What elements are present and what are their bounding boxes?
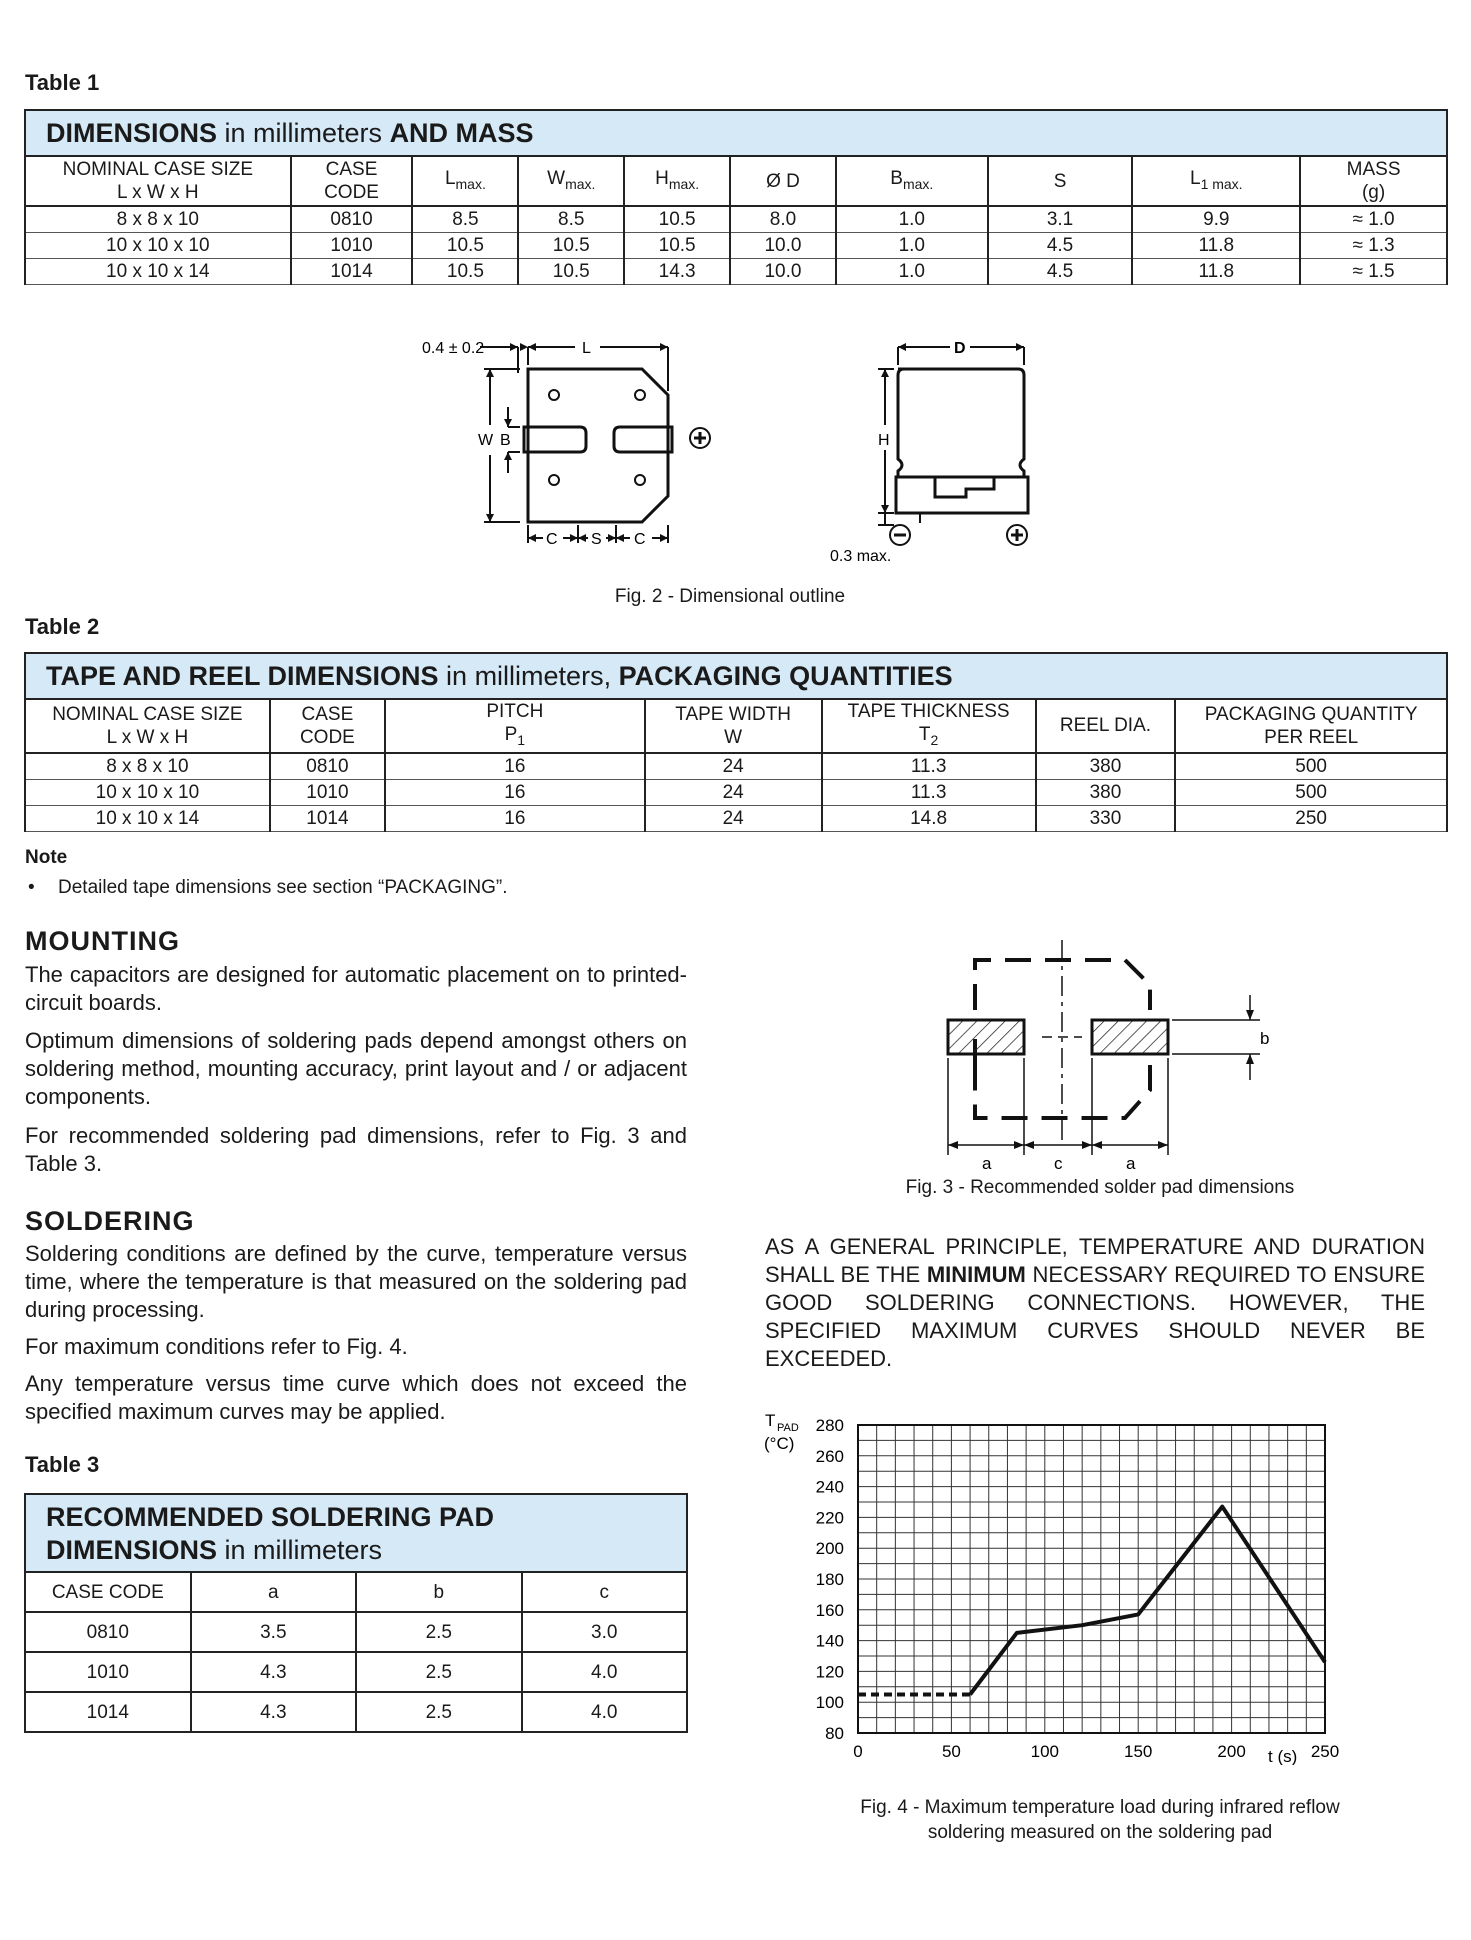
cell: 2.5 [356, 1612, 521, 1652]
cell: 10.0 [730, 259, 836, 285]
fig4-caption-2: soldering measured on the soldering pad [927, 1822, 1273, 1843]
t2-col-width: TAPE WIDTH W [645, 699, 822, 753]
cell: 0810 [25, 1612, 191, 1652]
fig2-caption: Fig. 2 - Dimensional outline [614, 586, 846, 607]
cell: 11.3 [822, 753, 1036, 780]
cell: 14.8 [822, 805, 1036, 831]
fig2-dimensional-outline [400, 325, 1060, 575]
principle-text: AS A GENERAL PRINCIPLE, TEMPERATURE AND DURATION SHALL BE THE MINIMUM NECESSARY REQUIRED TO ENSURE GOOD SOLDERING CONNECTIONS. HOWEVER, THE SPECIFIED MAXIMUM CURVES SHOULD NEVER BE EXCEEDED. [765, 1234, 1425, 1371]
cell: 16 [385, 753, 645, 780]
x-tick-label: 150 [1124, 1742, 1153, 1761]
note-title: Note [25, 847, 68, 868]
cell: 16 [385, 805, 645, 831]
chart-ylabel-unit: (°C) [764, 1434, 795, 1453]
t1-col-w: $W_{max.}$ [518, 156, 624, 206]
cell: 16 [385, 779, 645, 805]
fig2-label-l: L [582, 340, 591, 357]
cell: 14.3 [624, 259, 730, 285]
cell: 2.5 [356, 1692, 521, 1732]
table-row [25, 805, 1447, 831]
fig3-label-c: c [1054, 1154, 1063, 1173]
fig2-label-b: B [500, 432, 511, 449]
soldering-title: SOLDERING [25, 1206, 195, 1236]
cell: 11.3 [822, 779, 1036, 805]
cell: 4.0 [522, 1692, 687, 1732]
cell: 3.5 [191, 1612, 356, 1652]
cell: 380 [1036, 779, 1176, 805]
cell: 0810 [270, 753, 385, 780]
cell: 4.5 [988, 259, 1133, 285]
series-max-curve [970, 1507, 1325, 1695]
fig3-label-b: b [1260, 1029, 1270, 1048]
t2-col-size: NOMINAL CASE SIZE L x W x H [25, 699, 270, 753]
y-tick-label: 240 [815, 1477, 844, 1497]
cell: 250 [1175, 805, 1447, 831]
table3-label: Table 3 [25, 1452, 100, 1477]
fig2-label-c2: C [634, 531, 646, 548]
x-tick-label: 0 [853, 1742, 863, 1761]
cell: 8 x 8 x 10 [25, 753, 270, 780]
chart-ylabel: T [765, 1411, 776, 1430]
cell: 1010 [291, 233, 413, 259]
mounting-p3: For recommended soldering pad dimensions, refer to Fig. 3 and Table 3. [25, 1123, 687, 1176]
cell: 330 [1036, 805, 1176, 831]
cell: 4.3 [191, 1652, 356, 1692]
cell: 1014 [270, 805, 385, 831]
y-tick-label: 80 [825, 1724, 844, 1743]
y-tick-label: 260 [815, 1446, 844, 1466]
table1 [24, 109, 1448, 285]
t3-col-b: b [356, 1572, 521, 1612]
fig3-caption: Fig. 3 - Recommended solder pad dimensions [905, 1177, 1295, 1198]
table-row [25, 1692, 687, 1732]
mounting-p1: The capacitors are designed for automatic placement on to printed-circuit boards. [25, 962, 687, 1015]
t1-col-size: NOMINAL CASE SIZE L x W x H [25, 156, 291, 206]
soldering-p3: Any temperature versus time curve which does not exceed the specified maximum curves may be applied. [25, 1371, 687, 1424]
chart-xlabel: t (s) [1268, 1747, 1298, 1765]
t1-col-l: $L_{max.}$ [412, 156, 518, 206]
cell: 11.8 [1132, 259, 1300, 285]
cell: 24 [645, 805, 822, 831]
chart-ylabel-sub: PAD [777, 1422, 799, 1434]
cell: 24 [645, 779, 822, 805]
fig2-label-s: S [591, 531, 602, 548]
table-row [25, 753, 1447, 780]
cell: 1.0 [836, 233, 988, 259]
table2-title: TAPE AND REEL DIMENSIONS in millimeters, PACKAGING QUANTITIES [25, 653, 1447, 699]
fig3-solder-pad [930, 940, 1290, 1175]
cell: 380 [1036, 753, 1176, 780]
t1-col-d: Ø D [730, 156, 836, 206]
cell: 4.3 [191, 1692, 356, 1732]
y-tick-label: 220 [815, 1508, 844, 1528]
fig4-caption-1: Fig. 4 - Maximum temperature load during infrared reflow [860, 1797, 1340, 1818]
table-row [25, 206, 1447, 233]
t1-col-code: CASE CODE [291, 156, 413, 206]
soldering-p1: Soldering conditions are defined by the curve, temperature versus time, where the temperature is that measured on the soldering pad during processing. [25, 1241, 687, 1322]
x-tick-label: 250 [1310, 1742, 1340, 1761]
soldering-p2: For maximum conditions refer to Fig. 4. [25, 1334, 408, 1359]
fig2-label-w: W [478, 432, 494, 449]
table2-label: Table 2 [25, 614, 100, 639]
y-tick-label: 180 [815, 1570, 844, 1589]
cell: 10 x 10 x 14 [25, 805, 270, 831]
y-tick-label: 100 [815, 1693, 844, 1713]
cell: 10.5 [624, 206, 730, 233]
y-tick-label: 160 [815, 1600, 844, 1620]
cell: 11.8 [1132, 233, 1300, 259]
cell: 10 x 10 x 10 [25, 233, 291, 259]
t1-col-b: $B_{max.}$ [836, 156, 988, 206]
cell: 1010 [270, 779, 385, 805]
table-row [25, 259, 1447, 285]
t2-col-reel: REEL DIA. [1036, 699, 1176, 753]
table-row [25, 1652, 687, 1692]
cell: 1014 [291, 259, 413, 285]
t3-col-code: CASE CODE [25, 1572, 191, 1612]
fig4-chart [740, 1405, 1360, 1765]
y-tick-label: 120 [815, 1662, 844, 1682]
mounting-title: MOUNTING [25, 926, 180, 956]
t2-col-thick: TAPE THICKNESS $T_2$ [822, 699, 1036, 753]
cell: 8.5 [518, 206, 624, 233]
cell: 8.5 [412, 206, 518, 233]
cell: 10.5 [624, 233, 730, 259]
cell: 10.0 [730, 233, 836, 259]
cell: 500 [1175, 753, 1447, 780]
table-row [25, 233, 1447, 259]
cell: 4.5 [988, 233, 1133, 259]
t1-col-h: $H_{max.}$ [624, 156, 730, 206]
table2 [24, 652, 1448, 832]
cell: 24 [645, 753, 822, 780]
cell: ≈ 1.5 [1300, 259, 1447, 285]
fig2-label-c1: C [546, 531, 558, 548]
fig2-label-d: D [954, 340, 966, 357]
cell: 10 x 10 x 14 [25, 259, 291, 285]
cell: 10 x 10 x 10 [25, 779, 270, 805]
cell: 1.0 [836, 206, 988, 233]
note-bullet: • [28, 877, 35, 898]
cell: 3.0 [522, 1612, 687, 1652]
table1-label: Table 1 [25, 70, 100, 95]
cell: ≈ 1.0 [1300, 206, 1447, 233]
table3-title: RECOMMENDED SOLDERING PAD DIMENSIONS in millimeters [25, 1494, 687, 1572]
cell: 500 [1175, 779, 1447, 805]
fig3-label-a2: a [1126, 1154, 1136, 1173]
table1-title: DIMENSIONS in millimeters AND MASS [25, 110, 1447, 156]
t1-col-mass: MASS (g) [1300, 156, 1447, 206]
cell: 0810 [291, 206, 413, 233]
cell: 9.9 [1132, 206, 1300, 233]
fig3-label-a1: a [982, 1154, 992, 1173]
x-tick-label: 50 [941, 1742, 961, 1761]
t2-col-pitch: PITCH $P_1$ [385, 699, 645, 753]
t3-col-a: a [191, 1572, 356, 1612]
table-row [25, 1612, 687, 1652]
fig2-label-tol: 0.4 ± 0.2 [422, 340, 485, 357]
cell: ≈ 1.3 [1300, 233, 1447, 259]
table3 [24, 1493, 688, 1733]
cell: 3.1 [988, 206, 1133, 233]
note-text: Detailed tape dimensions see section “PACKAGING”. [58, 877, 508, 898]
mounting-p2: Optimum dimensions of soldering pads depend amongst others on soldering method, mounting accuracy, print layout and / or adjacent components. [25, 1028, 687, 1109]
t2-col-code: CASE CODE [270, 699, 385, 753]
cell: 4.0 [522, 1652, 687, 1692]
x-tick-label: 200 [1217, 1742, 1246, 1761]
cell: 10.5 [412, 259, 518, 285]
t2-col-qty: PACKAGING QUANTITY PER REEL [1175, 699, 1447, 753]
cell: 8.0 [730, 206, 836, 233]
t3-col-c: c [522, 1572, 687, 1612]
y-tick-label: 140 [815, 1631, 844, 1651]
t1-col-s: S [988, 156, 1133, 206]
cell: 1.0 [836, 259, 988, 285]
cell: 10.5 [518, 233, 624, 259]
x-tick-label: 100 [1030, 1742, 1059, 1761]
cell: 1010 [25, 1652, 191, 1692]
cell: 1014 [25, 1692, 191, 1732]
fig2-label-max: 0.3 max. [830, 548, 892, 565]
y-tick-label: 200 [815, 1539, 844, 1559]
t1-col-l1: $L_{1 max.}$ [1132, 156, 1300, 206]
fig2-label-h: H [878, 432, 890, 449]
cell: 10.5 [412, 233, 518, 259]
cell: 10.5 [518, 259, 624, 285]
cell: 2.5 [356, 1652, 521, 1692]
cell: 8 x 8 x 10 [25, 206, 291, 233]
y-tick-label: 280 [815, 1416, 844, 1435]
table-row [25, 779, 1447, 805]
